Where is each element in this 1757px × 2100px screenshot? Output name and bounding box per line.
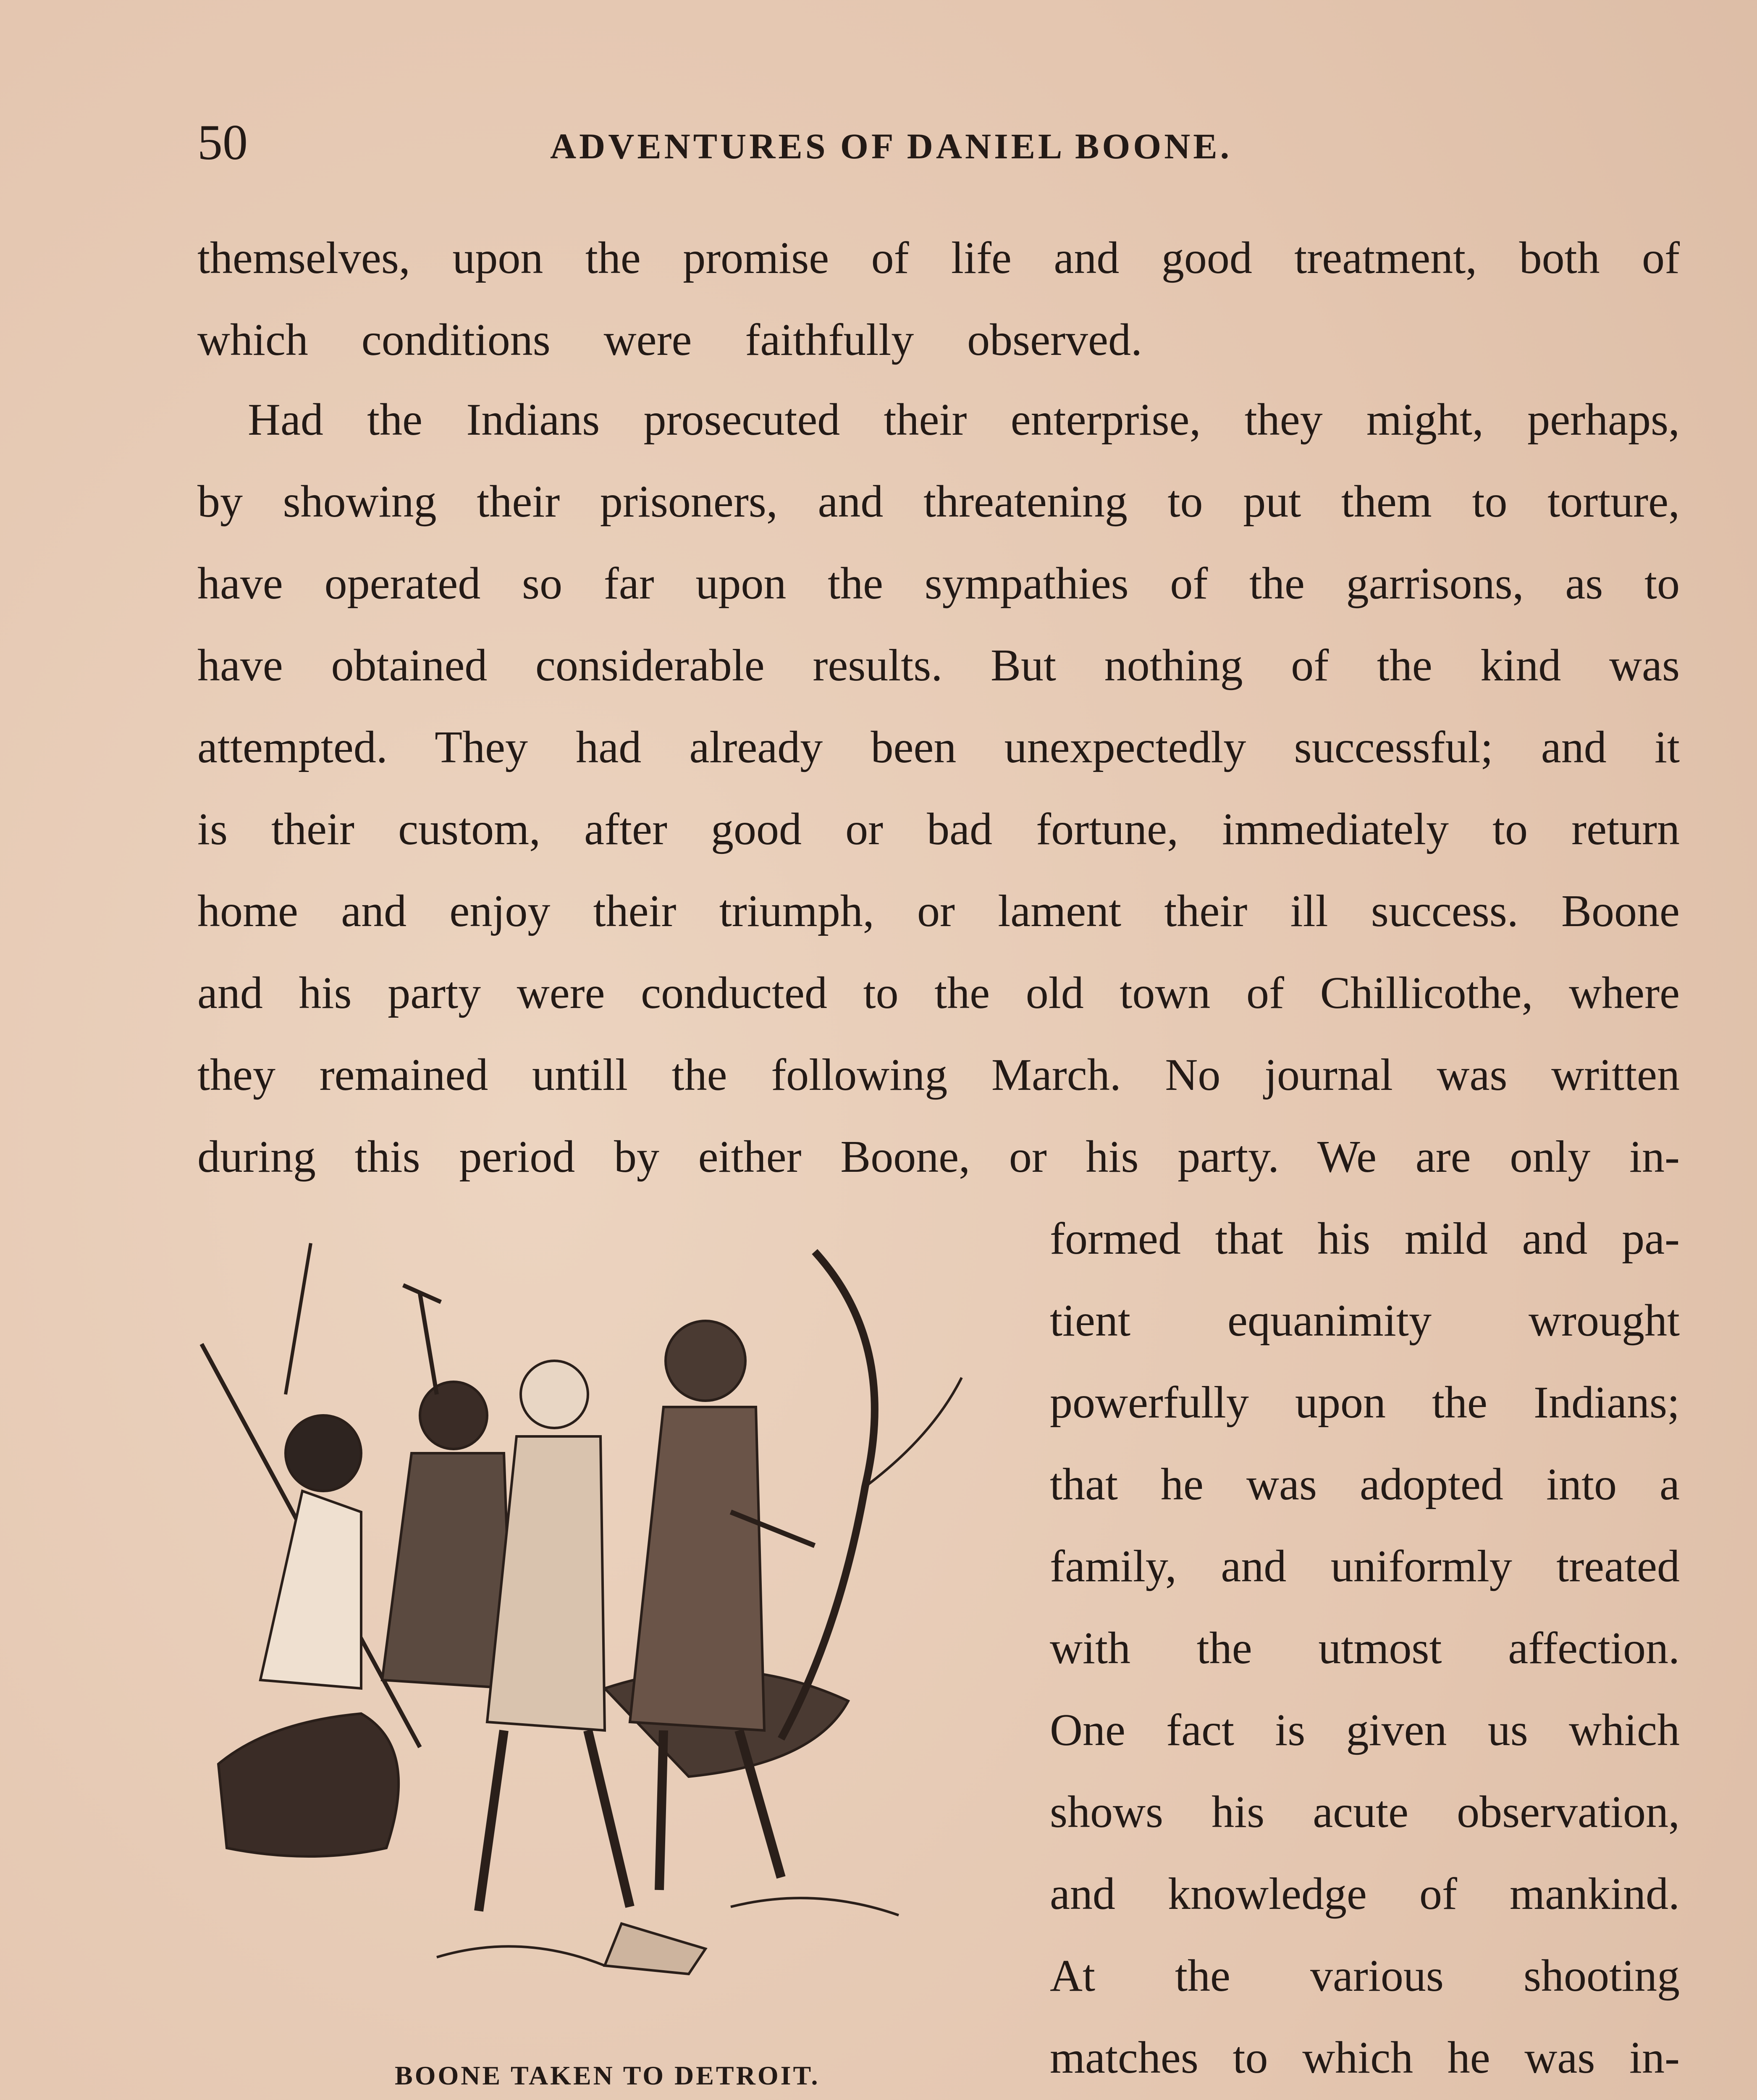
illustration-caption: BOONE TAKEN TO DETROIT.: [395, 2061, 820, 2090]
text-line: Had the Indians prosecuted their enterprise, they might, perhaps,: [248, 395, 1680, 445]
text-line: they remained untill the following March. No journal was written: [197, 1050, 1680, 1100]
text-line: matches to which he was in-: [1050, 2033, 1680, 2083]
text-line: and knowledge of mankind.: [1050, 1869, 1680, 1919]
text-line: formed that his mild and pa-: [1050, 1214, 1680, 1264]
engraving-illustration: [185, 1218, 1008, 2054]
text-line: family, and uniformly treated: [1050, 1541, 1680, 1591]
text-line: home and enjoy their triumph, or lament their ill success. Boone: [197, 886, 1680, 936]
text-line: themselves, upon the promise of life and good treatment, both of: [197, 233, 1680, 283]
text-line: by showing their prisoners, and threatening to put them to torture,: [197, 477, 1680, 527]
text-line: with the utmost affection.: [1050, 1623, 1680, 1673]
text-line: shows his acute observation,: [1050, 1787, 1680, 1837]
text-line: during this period by either Boone, or his party. We are only in-: [197, 1132, 1680, 1182]
text-line: is their custom, after good or bad fortune, immediately to return: [197, 804, 1680, 854]
text-line: that he was adopted into a: [1050, 1460, 1680, 1509]
text-line: and his party were conducted to the old town of Chillicothe, where: [197, 968, 1680, 1018]
text-line: At the various shooting: [1050, 1951, 1680, 2001]
running-title: ADVENTURES OF DANIEL BOONE.: [550, 126, 1233, 166]
text-line: tient equanimity wrought: [1050, 1296, 1680, 1346]
text-line: which conditions were faithfully observed.: [197, 315, 1142, 365]
text-line: powerfully upon the Indians;: [1050, 1378, 1680, 1428]
text-line: have operated so far upon the sympathies of the garrisons, as to: [197, 559, 1680, 609]
page-number: 50: [197, 114, 248, 170]
text-line: attempted. They had already been unexpectedly successful; and it: [197, 722, 1680, 772]
page-header: [197, 113, 1680, 181]
text-line: One fact is given us which: [1050, 1705, 1680, 1755]
text-line: have obtained considerable results. But nothing of the kind was: [197, 640, 1680, 690]
